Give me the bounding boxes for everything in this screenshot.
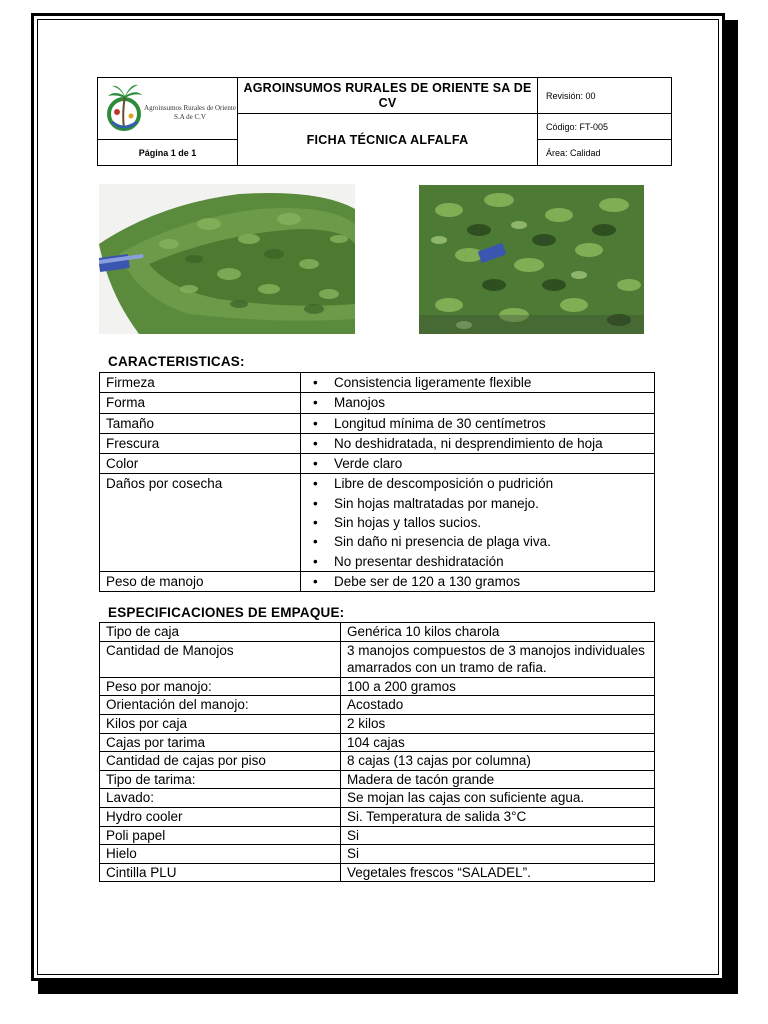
alfalfa-bunch-photo-right [419,185,644,334]
characteristics-row [100,454,655,474]
packaging-value: 8 cajas (13 cajas por columna) [341,752,655,771]
characteristic-bullet-item: • Debe ser de 120 a 130 gramos [334,572,654,591]
characteristic-value [301,454,655,474]
packaging-row [100,752,655,771]
characteristic-bullet-item: • No presentar deshidratación [334,552,654,571]
characteristic-bullet-item: • No deshidratada, ni desprendimiento de hoja [334,434,654,453]
characteristics-row [100,413,655,433]
logo-text: Agroinsumos Rurales de Oriente S.A de C.V [144,104,236,121]
packaging-label: Tipo de tarima: [100,770,341,789]
packaging-label: Tipo de caja [100,623,341,642]
characteristic-label: Daños por cosecha [100,474,301,571]
packaging-label: Cajas por tarima [100,733,341,752]
packaging-value: Acostado [341,696,655,715]
revision-label: Revisión: 00 [538,78,672,114]
packaging-value: Madera de tacón grande [341,770,655,789]
packaging-row [100,733,655,752]
packaging-label: Cintilla PLU [100,863,341,882]
packaging-row [100,714,655,733]
characteristic-bullet-item: • Libre de descomposición o pudrición [334,474,654,493]
characteristics-table [99,372,655,592]
company-logo [104,82,234,136]
characteristics-row [100,474,655,571]
company-name: AGROINSUMOS RURALES DE ORIENTE SA DE CV [238,78,538,114]
packaging-label: Kilos por caja [100,714,341,733]
characteristic-bullets [307,474,654,570]
characteristic-value [301,571,655,591]
document-header [97,77,672,166]
characteristic-bullet-item: • Verde claro [334,454,654,473]
characteristic-bullet-item: • Consistencia ligeramente flexible [334,373,654,392]
packaging-row [100,677,655,696]
characteristic-label: Forma [100,393,301,413]
packaging-label: Poli papel [100,826,341,845]
characteristic-value [301,373,655,393]
characteristic-bullet-item: • Sin hojas maltratadas por manejo. [334,494,654,513]
packaging-label: Hielo [100,845,341,864]
characteristic-bullet-item: • Sin hojas y tallos sucios. [334,513,654,532]
packaging-value: Genérica 10 kilos charola [341,623,655,642]
document-title: FICHA TÉCNICA ALFALFA [238,114,538,166]
packaging-table [99,622,655,882]
code-label: Código: FT-005 [538,114,672,140]
characteristics-title: CARACTERISTICAS: [108,354,245,369]
characteristic-label: Color [100,454,301,474]
packaging-value: 104 cajas [341,733,655,752]
packaging-label: Peso por manojo: [100,677,341,696]
characteristic-bullet-item: • Manojos [334,393,654,412]
characteristic-value [301,433,655,453]
characteristic-value [301,393,655,413]
packaging-label: Hydro cooler [100,807,341,826]
packaging-row [100,641,655,677]
characteristic-bullets [307,434,654,453]
alfalfa-bunch-photo-left [99,184,355,334]
characteristic-bullets [307,572,654,591]
characteristic-bullets [307,414,654,433]
packaging-title: ESPECIFICACIONES DE EMPAQUE: [108,605,345,620]
characteristic-label: Peso de manojo [100,571,301,591]
characteristic-bullet-item: • Longitud mínima de 30 centímetros [334,414,654,433]
packaging-label: Cantidad de cajas por piso [100,752,341,771]
characteristic-bullet-item: • Sin daño ni presencia de plaga viva. [334,532,654,551]
packaging-value: Si [341,845,655,864]
packaging-value: 100 a 200 gramos [341,677,655,696]
characteristic-label: Frescura [100,433,301,453]
characteristics-row [100,571,655,591]
packaging-label: Cantidad de Manojos [100,641,341,677]
packaging-value: Se mojan las cajas con suficiente agua. [341,789,655,808]
packaging-row [100,789,655,808]
characteristics-row [100,373,655,393]
packaging-label: Orientación del manojo: [100,696,341,715]
characteristics-row [100,433,655,453]
packaging-row [100,770,655,789]
characteristic-label: Tamaño [100,413,301,433]
packaging-value: Vegetales frescos “SALADEL”. [341,863,655,882]
characteristic-bullets [307,373,654,392]
packaging-value: Si. Temperatura de salida 3°C [341,807,655,826]
characteristics-row [100,393,655,413]
packaging-row [100,863,655,882]
packaging-value: Si [341,826,655,845]
packaging-row [100,807,655,826]
packaging-value: 3 manojos compuestos de 3 manojos individuales amarrados con un tramo de rafia. [341,641,655,677]
characteristic-value [301,474,655,571]
packaging-value: 2 kilos [341,714,655,733]
packaging-label: Lavado: [100,789,341,808]
packaging-row [100,845,655,864]
characteristic-bullets [307,393,654,412]
characteristic-label: Firmeza [100,373,301,393]
page-number: Página 1 de 1 [98,140,238,166]
palm-logo-icon [104,82,144,136]
packaging-row [100,623,655,642]
characteristic-value [301,413,655,433]
packaging-row [100,696,655,715]
logo-cell [98,78,238,140]
characteristic-bullets [307,454,654,473]
packaging-row [100,826,655,845]
area-label: Área: Calidad [538,140,672,166]
